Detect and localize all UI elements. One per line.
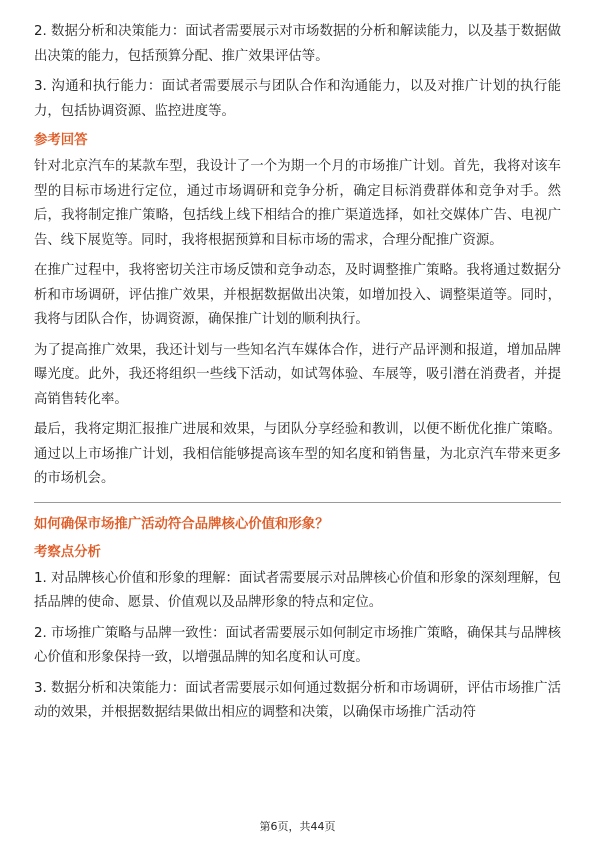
answer-heading: 参考回答	[34, 133, 88, 148]
document-page	[34, 20, 561, 732]
answer-paragraph: 针对北京汽车的某款车型，我设计了一个为期一个月的市场推广计划。首先，我将对该车型的目标市场进行定位，通过市场调研和竞争分析，确定目标消费群体和竞争对手。然后，我将制定推广策略，包括线上线下相结合的推广渠道选择，如社交媒体广告、电视广告、线下展览等。同时，我将根据预算和目标市场的需求，合理分配推广资源。	[34, 159, 561, 248]
answer-paragraph: 最后，我将定期汇报推广进展和效果，与团队分享经验和教训，以便不断优化推广策略。通过以上市场推广计划，我相信能够提高该车型的知名度和销售量，为北京汽车带来更多的市场机会。	[34, 422, 561, 486]
analysis-heading: 考察点分析	[34, 544, 101, 560]
question-title: 如何确保市场推广活动符合品牌核心价值和形象？	[34, 516, 329, 532]
answer-paragraph: 为了提高推广效果，我还计划与一些知名汽车媒体合作，进行产品评测和报道，增加品牌曝光度。此外，我还将组织一些线下活动，如试驾体验、车展等，吸引潜在消费者，并提高销售转化率。	[34, 342, 561, 407]
list-item: 1. 对品牌核心价值和形象的理解：面试者需要展示对品牌核心价值和形象的深刻理解，包括品牌的使命、愿景、价值观以及品牌形象的特点和定位。	[34, 570, 561, 610]
list-item: 3. 沟通和执行能力：面试者需要展示与团队合作和沟通能力，以及对推广计划的执行能力，包括协调资源、监控进度等。	[34, 79, 561, 119]
page-number: 第6页，共44页	[259, 820, 336, 833]
list-item: 2. 市场推广策略与品牌一致性：面试者需要展示如何制定市场推广策略，确保其与品牌核心价值和形象保持一致，以增强品牌的知名度和认可度。	[34, 625, 561, 665]
list-item: 3. 数据分析和决策能力：面试者需要展示如何通过数据分析和市场调研，评估市场推广活动的效果，并根据数据结果做出相应的调整和决策，以确保市场推广活动符	[34, 680, 561, 720]
section-divider	[34, 502, 561, 503]
answer-paragraph: 在推广过程中，我将密切关注市场反馈和竞争动态，及时调整推广策略。我将通过数据分析和市场调研，评估推广效果，并根据数据做出决策，如增加投入、调整渠道等。同时，我将与团队合作，协调资源，确保推广计划的顺利执行。	[34, 263, 561, 327]
list-item: 2. 数据分析和决策能力：面试者需要展示对市场数据的分析和解读能力，以及基于数据做出决策的能力，包括预算分配、推广效果评估等。	[34, 24, 561, 64]
